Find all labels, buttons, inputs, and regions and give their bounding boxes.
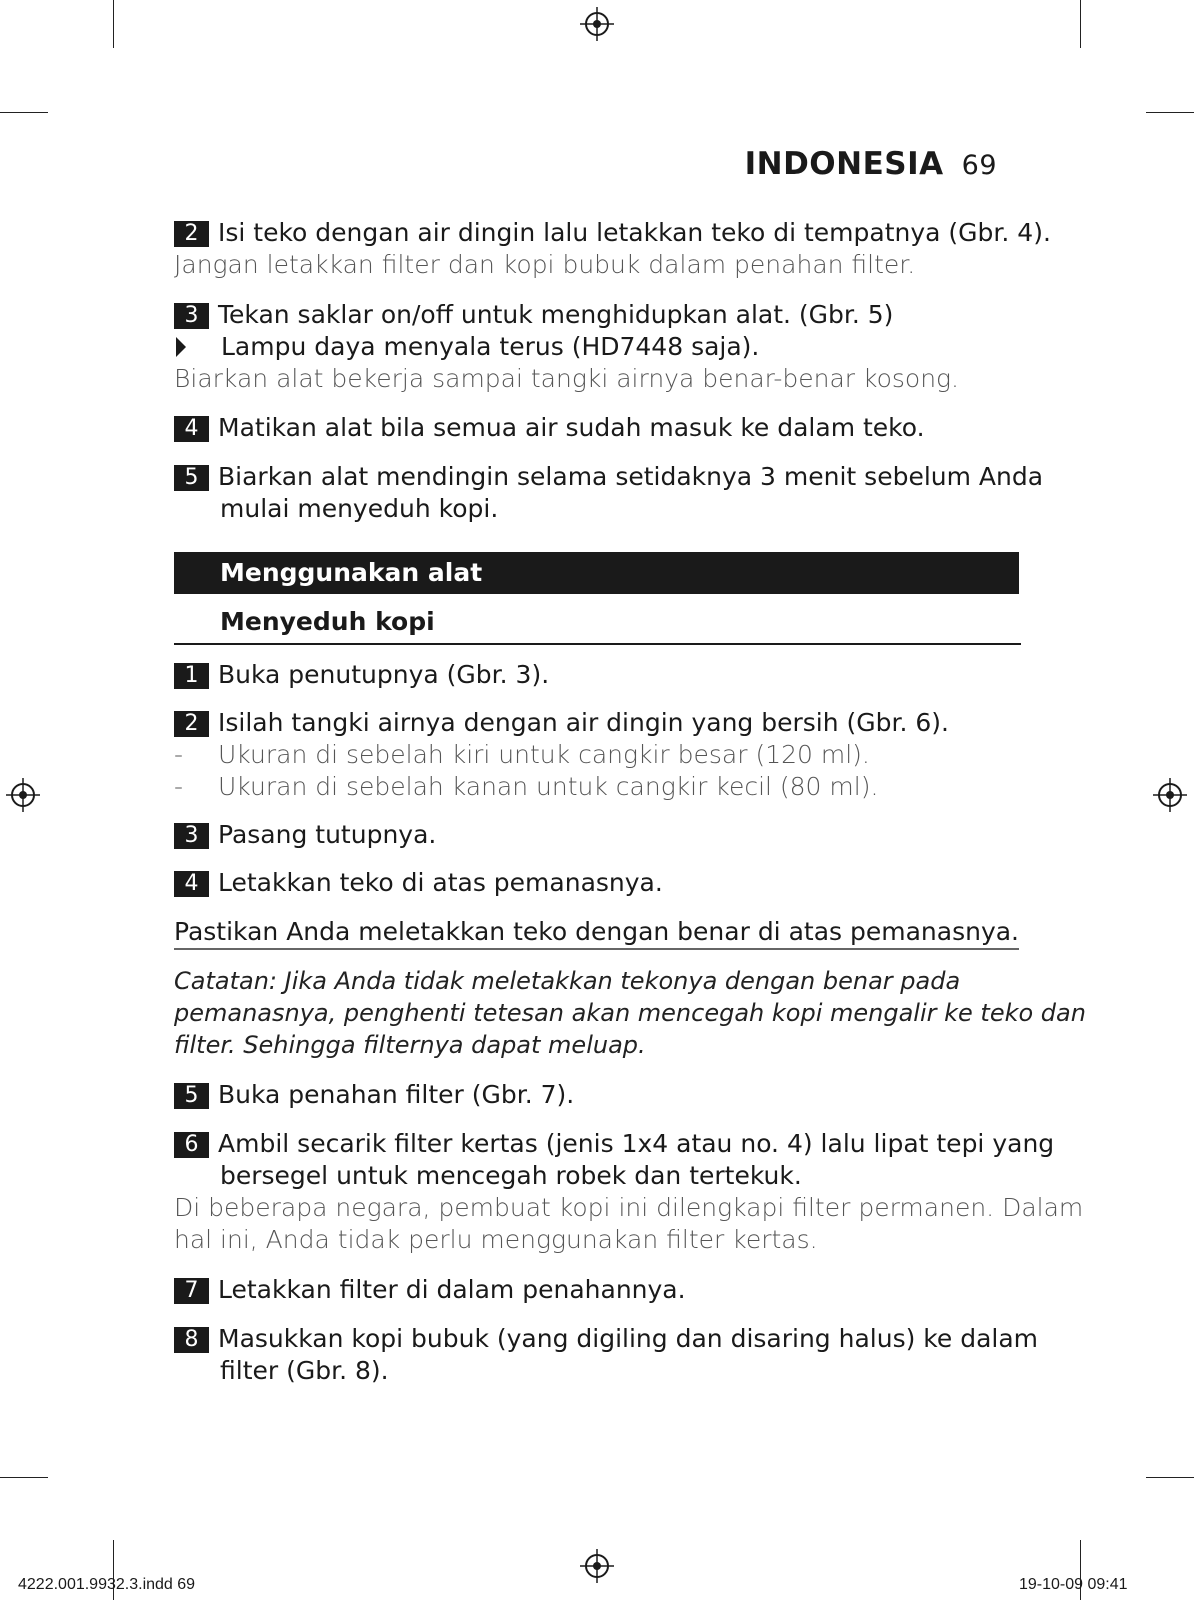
step-5a [174, 462, 1043, 491]
dash-text: Ukuran di sebelah kanan untuk cangkir kecil (80 ml). [218, 772, 879, 801]
step-number: 7 [174, 1278, 209, 1304]
step-number: 2 [174, 221, 209, 247]
step-text: Isi teko dengan air dingin lalu letakkan teko di tempatnya (Gbr. 4). [218, 218, 1051, 247]
step-2b [174, 708, 949, 737]
step-note: Jangan letakkan filter dan kopi bubuk dalam penahan filter. [174, 250, 916, 279]
step-1b [174, 660, 549, 689]
bullet-text: Lampu daya menyala terus (HD7448 saja). [221, 332, 760, 361]
step-note: Di beberapa negara, pembuat kopi ini dilengkapi filter permanen. Dalam [174, 1193, 1084, 1222]
step-text: Masukkan kopi bubuk (yang digiling dan disaring halus) ke dalam [218, 1324, 1039, 1353]
step-4a [174, 413, 925, 442]
step-text: Letakkan teko di atas pemanasnya. [218, 868, 663, 897]
step-note: hal ini, Anda tidak perlu menggunakan filter kertas. [174, 1225, 818, 1254]
dash-text: Ukuran di sebelah kiri untuk cangkir besar (120 ml). [218, 740, 870, 769]
crop-mark-top-right-h [1146, 112, 1194, 113]
registration-mark-right-icon [1153, 778, 1187, 812]
section-title: Menggunakan alat [174, 552, 1019, 594]
step-number: 8 [174, 1327, 209, 1353]
step-text: Buka penutupnya (Gbr. 3). [218, 660, 550, 689]
page-header [745, 146, 997, 182]
step-text-continued: filter (Gbr. 8). [220, 1356, 389, 1385]
crop-mark-top-right-v [1080, 0, 1081, 48]
dash-item [174, 740, 870, 769]
step-6b [174, 1129, 1054, 1158]
dash-marker: - [174, 740, 184, 769]
step-text: Matikan alat bila semua air sudah masuk ke dalam teko. [218, 413, 925, 442]
step-text-continued: bersegel untuk mencegah robek dan tertekuk. [220, 1161, 802, 1190]
step-3a [174, 300, 893, 329]
step-text: Letakkan filter di dalam penahannya. [218, 1275, 686, 1304]
subsection-rule [174, 643, 1021, 645]
step-number: 6 [174, 1132, 209, 1158]
footer-file: 4222.001.9932.3.indd 69 [18, 1576, 196, 1593]
warning-underlined: Pastikan Anda meletakkan teko dengan benar di atas pemanasnya. [174, 917, 1019, 950]
step-number: 2 [174, 711, 209, 737]
step-note: Biarkan alat bekerja sampai tangki airnya benar-benar kosong. [174, 364, 959, 393]
step-text: Pasang tutupnya. [218, 820, 437, 849]
registration-mark-bottom-icon [580, 1549, 614, 1583]
step-number: 5 [174, 1083, 209, 1109]
step-4b [174, 868, 663, 897]
note-line-1: Catatan: Jika Anda tidak meletakkan tekonya dengan benar pada [174, 967, 961, 995]
bullet-arrow-icon [176, 337, 186, 357]
step-7b [174, 1275, 686, 1304]
header-language: INDONESIA [744, 146, 944, 182]
footer-timestamp: 19-10-09 09:41 [1019, 1576, 1128, 1593]
step-number: 3 [174, 303, 209, 329]
page-number: 69 [961, 150, 997, 181]
step-number: 4 [174, 416, 209, 442]
crop-mark-top-left-v [113, 0, 114, 48]
step-number: 4 [174, 871, 209, 897]
warning-text [174, 917, 1019, 946]
step-number: 3 [174, 823, 209, 849]
note-line-3: filter. Sehingga filternya dapat meluap. [174, 1031, 646, 1059]
subsection-title: Menyeduh kopi [220, 607, 435, 636]
crop-mark-top-left-h [0, 112, 48, 113]
registration-mark-top-icon [580, 7, 614, 41]
step-number: 5 [174, 465, 209, 491]
step-2a [174, 218, 1051, 247]
bullet-item [174, 332, 759, 361]
registration-mark-left-icon [6, 778, 40, 812]
step-5b [174, 1080, 574, 1109]
step-text: Ambil secarik filter kertas (jenis 1x4 atau no. 4) lalu lipat tepi yang [218, 1129, 1055, 1158]
step-text: Buka penahan filter (Gbr. 7). [218, 1080, 575, 1109]
dash-item [174, 772, 878, 801]
step-number: 1 [174, 663, 209, 689]
step-3b [174, 820, 436, 849]
note-line-2: pemanasnya, penghenti tetesan akan mencegah kopi mengalir ke teko dan [174, 999, 1086, 1027]
step-text: Tekan saklar on/off untuk menghidupkan alat. (Gbr. 5) [218, 300, 894, 329]
step-text: Isilah tangki airnya dengan air dingin yang bersih (Gbr. 6). [218, 708, 949, 737]
crop-mark-bottom-left-h [0, 1477, 48, 1478]
step-text-continued: mulai menyeduh kopi. [220, 494, 499, 523]
step-text: Biarkan alat mendingin selama setidaknya 3 menit sebelum Anda [218, 462, 1044, 491]
crop-mark-bottom-right-h [1146, 1477, 1194, 1478]
dash-marker: - [174, 772, 184, 801]
step-8b [174, 1324, 1038, 1353]
